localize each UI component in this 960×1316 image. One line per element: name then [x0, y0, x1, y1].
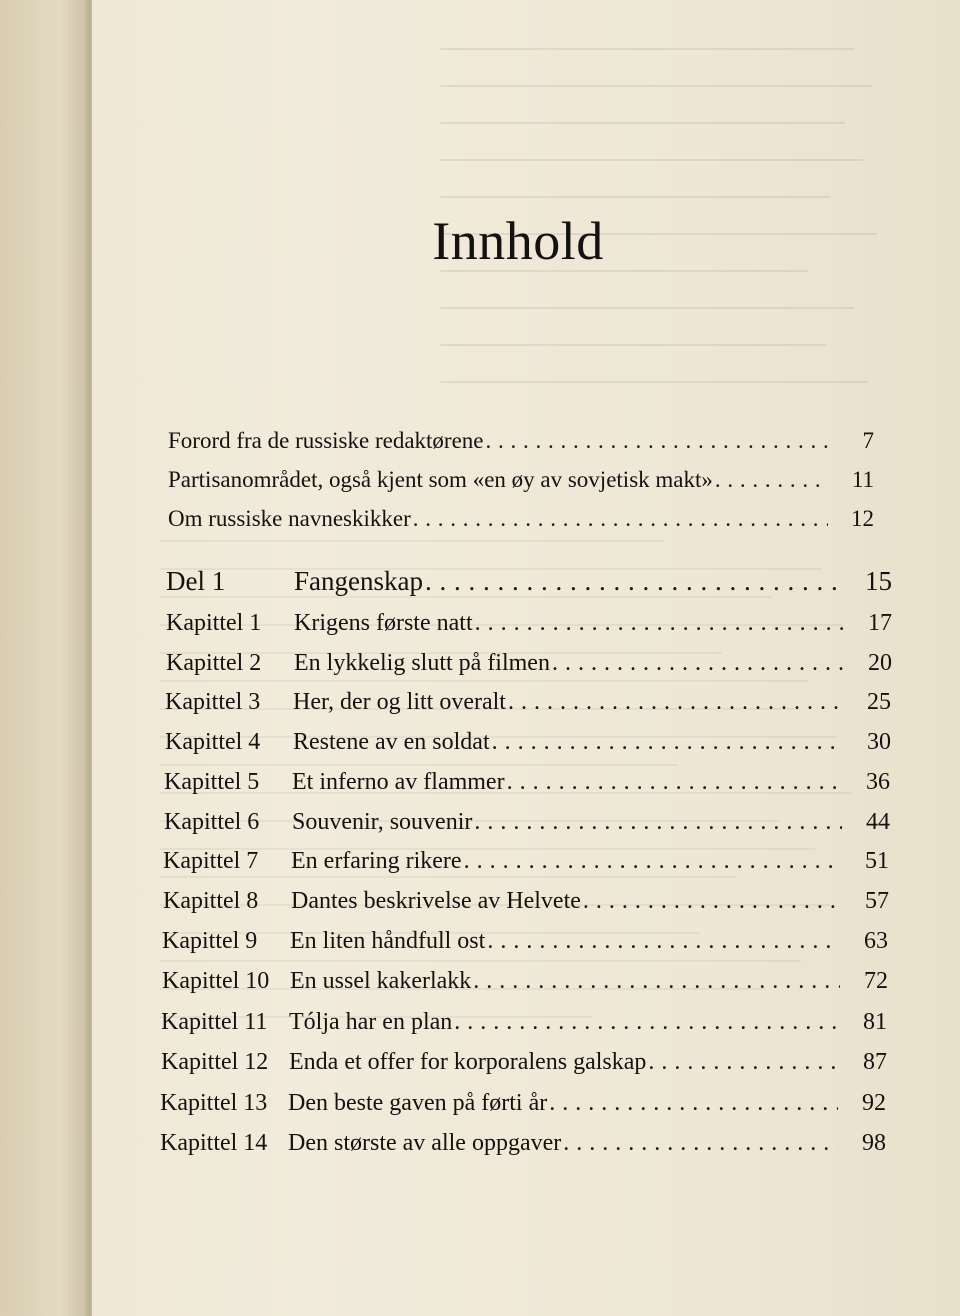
toc-chapter-title: Restene av en soldat — [293, 729, 490, 755]
toc-page-number: 57 — [865, 888, 889, 914]
toc-chapter-label: Kapittel 4 — [165, 729, 261, 755]
dot-leader — [487, 928, 840, 955]
dot-leader — [425, 566, 844, 597]
toc-chapter-title: Dantes beskrivelse av Helvete — [291, 888, 581, 914]
toc-part-entry — [166, 566, 892, 597]
toc-chapter-entry — [163, 888, 889, 915]
toc-chapter-title: Den beste gaven på førti år — [288, 1090, 548, 1116]
toc-entry-partisan-area — [168, 467, 874, 493]
dot-leader — [454, 1009, 839, 1036]
toc-page-number: 17 — [868, 610, 892, 636]
toc-page-number: 87 — [863, 1049, 887, 1075]
toc-page-number: 81 — [863, 1009, 887, 1035]
dot-leader — [552, 650, 844, 677]
dot-leader — [486, 428, 829, 454]
toc-page-number: 36 — [866, 769, 890, 795]
toc-page-number: 72 — [864, 968, 888, 994]
dot-leader — [473, 968, 840, 995]
toc-chapter-label: Kapittel 6 — [164, 809, 260, 835]
toc-chapter-title: En lykkelig slutt på filmen — [294, 650, 550, 676]
toc-chapter-label: Kapittel 3 — [165, 689, 261, 715]
toc-page-number: 92 — [862, 1090, 886, 1116]
toc-chapter-title: En erfaring rikere — [291, 848, 462, 874]
toc-chapter-title: Den største av alle oppgaver — [288, 1130, 562, 1156]
dot-leader — [563, 1130, 838, 1157]
dot-leader — [508, 689, 843, 716]
toc-chapter-entry — [166, 610, 892, 637]
toc-chapter-title: Enda et offer for korporalens galskap — [289, 1049, 647, 1075]
toc-page-number: 12 — [851, 506, 874, 531]
toc-entry-foreword — [168, 428, 874, 454]
toc-page-number: 63 — [864, 928, 888, 954]
toc-entry-title: Om russiske navneskikker — [168, 506, 411, 531]
page-title: Innhold — [432, 211, 604, 271]
toc-chapter-entry — [160, 1130, 886, 1157]
toc-chapter-entry — [161, 1049, 887, 1076]
toc-chapter-label: Kapittel 14 — [160, 1130, 268, 1156]
toc-page-number: 25 — [867, 689, 891, 715]
toc-chapter-label: Kapittel 12 — [161, 1049, 269, 1075]
toc-chapter-title: En ussel kakerlakk — [290, 968, 472, 994]
dot-leader — [492, 729, 843, 756]
toc-entry-naming-customs — [168, 506, 874, 532]
toc-part-label: Del 1 — [166, 566, 226, 596]
toc-page-number: 98 — [862, 1130, 886, 1156]
toc-chapter-entry — [162, 928, 888, 955]
toc-chapter-label: Kapittel 13 — [160, 1090, 268, 1116]
toc-chapter-label: Kapittel 2 — [166, 650, 262, 676]
toc-chapter-label: Kapittel 11 — [161, 1009, 268, 1035]
toc-page-number: 30 — [867, 729, 891, 755]
dot-leader — [507, 769, 842, 796]
dot-leader — [583, 888, 841, 915]
toc-entry-title: Forord fra de russiske redaktørene — [168, 428, 484, 453]
dot-leader — [475, 610, 844, 637]
dot-leader — [464, 848, 841, 875]
toc-page-number: 15 — [865, 566, 892, 596]
toc-chapter-label: Kapittel 10 — [162, 968, 270, 994]
toc-page-number: 20 — [868, 650, 892, 676]
toc-chapter-label: Kapittel 7 — [163, 848, 259, 874]
toc-chapter-label: Kapittel 9 — [162, 928, 258, 954]
toc-chapter-entry — [163, 848, 889, 875]
dot-leader — [715, 467, 828, 493]
toc-chapter-label: Kapittel 1 — [166, 610, 262, 636]
toc-page-number: 7 — [862, 428, 874, 453]
toc-part-title: Fangenskap — [294, 566, 423, 596]
toc-chapter-title: En liten håndfull ost — [290, 928, 486, 954]
toc-page-number: 11 — [851, 467, 874, 492]
dot-leader — [413, 506, 828, 532]
toc-chapter-entry — [162, 968, 888, 995]
toc-page-number: 44 — [866, 809, 890, 835]
dot-leader — [549, 1090, 838, 1117]
toc-chapter-title: Et inferno av flammer — [292, 769, 505, 795]
toc-page-number: 51 — [865, 848, 889, 874]
book-spine-edge — [0, 0, 92, 1316]
toc-chapter-entry — [161, 1009, 887, 1036]
toc-chapter-entry — [166, 650, 892, 677]
toc-chapter-title: Tólja har en plan — [289, 1009, 453, 1035]
toc-chapter-entry — [165, 689, 891, 716]
toc-chapter-entry — [164, 769, 890, 796]
toc-chapter-entry — [164, 809, 890, 836]
toc-chapter-entry — [165, 729, 891, 756]
dot-leader — [648, 1049, 839, 1076]
toc-chapter-title: Souvenir, souvenir — [292, 809, 473, 835]
toc-chapter-label: Kapittel 5 — [164, 769, 260, 795]
toc-entry-title: Partisanområdet, også kjent som «en øy av sovjetisk makt» — [168, 467, 713, 492]
toc-chapter-label: Kapittel 8 — [163, 888, 259, 914]
toc-chapter-title: Her, der og litt overalt — [293, 689, 506, 715]
dot-leader — [474, 809, 842, 836]
toc-chapter-entry — [160, 1090, 886, 1117]
toc-chapter-title: Krigens første natt — [294, 610, 473, 636]
